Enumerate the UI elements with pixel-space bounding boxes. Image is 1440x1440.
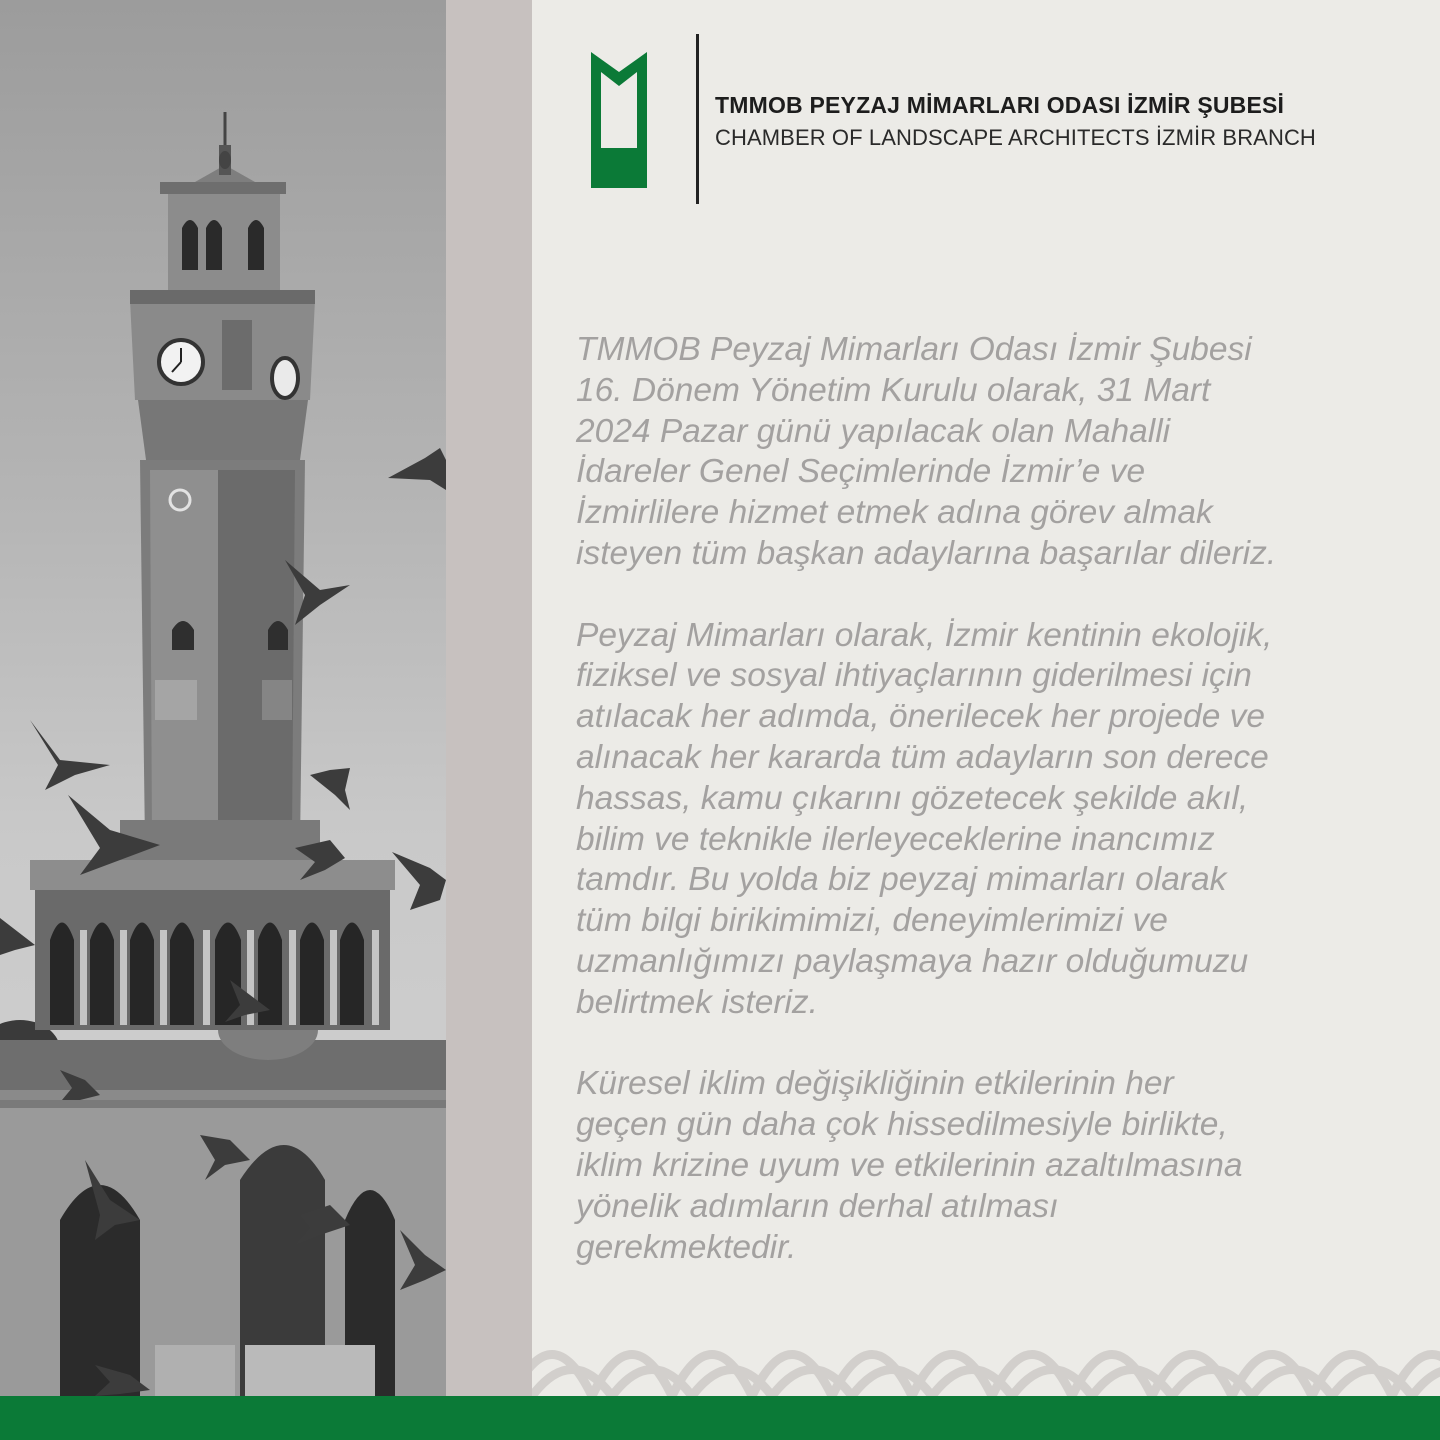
logo-divider (696, 34, 699, 204)
organization-name-tr: TMMOB PEYZAJ MİMARLARI ODASI İZMİR ŞUBESİ (715, 92, 1285, 118)
divider-strip (446, 0, 532, 1396)
statement-body (576, 330, 1426, 1309)
content-panel (532, 0, 1440, 1396)
paragraph-3: Küresel iklim değişikliğinin etkilerinin her geçen gün daha çok hissedilmesiyle birlikte, iklim krizine uyum ve etkilerinin azaltılmasına yönelik adımların derhal atılması gerekmektedir. (576, 1065, 1243, 1266)
clock-tower-photo (0, 0, 446, 1396)
paragraph-2: Peyzaj Mimarları olarak, İzmir kentinin ekolojik, fiziksel ve sosyal ihtiyaçlarının giderilmesi için atılacak her adımda, önerilecek her projede ve alınacak her kararda tüm adayların son derece hassas, kamu çıkarını gözetecek şekilde akıl, bilim ve teknikle ilerleyeceklerine inancımız tamdır. Bu yolda biz peyzaj mimarları olarak tüm bilgi birikimimizi, deneyimlerimizi ve uzmanlığımızı paylaşmaya hazır olduğumuzu belirtmek isteriz. (576, 616, 1273, 1021)
organization-name-en: CHAMBER OF LANDSCAPE ARCHITECTS İZMİR BRANCH (715, 125, 1316, 150)
footer-bar (0, 1396, 1440, 1440)
decorative-pattern (532, 1303, 1440, 1396)
paragraph-1: TMMOB Peyzaj Mimarları Odası İzmir Şubesi 16. Dönem Yönetim Kurulu olarak, 31 Mart 2024 Pazar günü yapılacak olan Mahalli İdareler Genel Seçimlerinde İzmir’e ve İzmirlilere hizmet etmek adına görev almak isteyen tüm başkan adaylarına başarılar dileriz. (576, 331, 1277, 572)
chamber-logo-icon (591, 52, 647, 188)
